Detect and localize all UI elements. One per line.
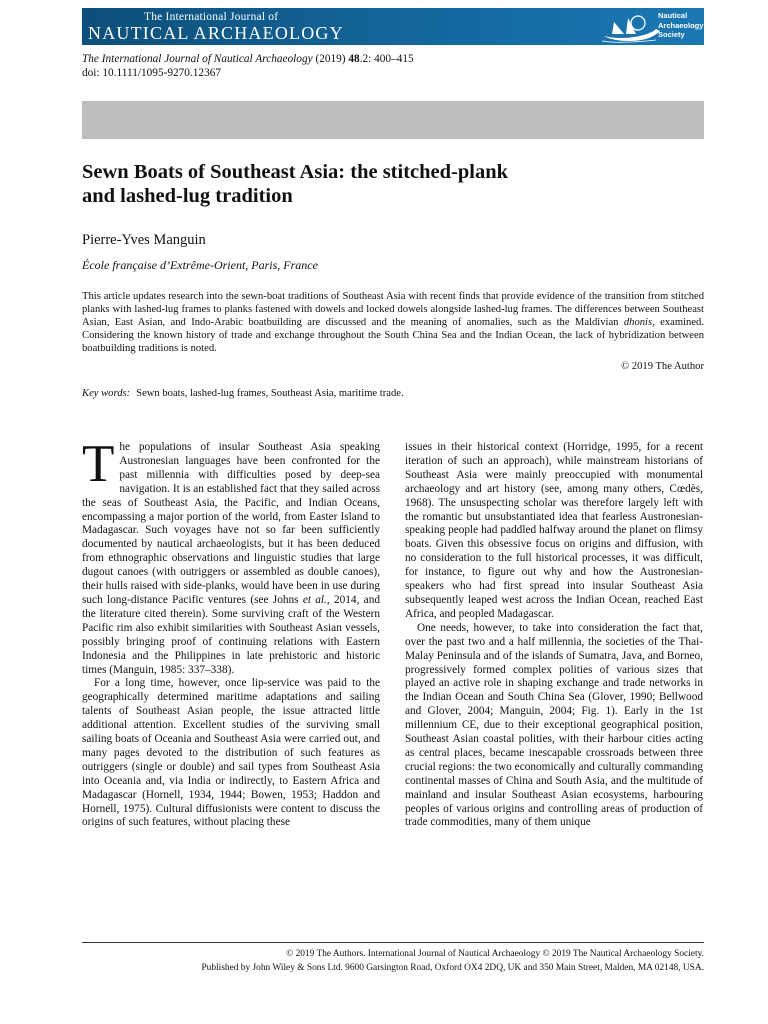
keywords-list: Sewn boats, lashed-lug frames, Southeast Asia, maritime trade. (136, 388, 404, 399)
article-title: Sewn Boats of Southeast Asia: the stitched-plank and lashed-lug tradition (82, 161, 508, 207)
citation-issue-pages: .2: 400–415 (359, 53, 414, 65)
journal-banner (82, 8, 704, 45)
body-paragraph: issues in their historical context (Horridge, 1995, for a recent iteration of such an approach), while mainstream historians of Southeast Asia were mainly preoccupied with monumental archaeology and art history (see, among many others, Cœdès, 1968). The unsuspecting scholar was therefore largely left with the romantic but unsubstantiated idea that fearless Austronesian-speaking people had paddled halfway around the planet on flimsy boats. Given this obsessive focus on origins and diffusion, with no consideration to the full historical processes, it was difficult, for instance, to figure out why and how the Austronesian-speakers who had first spread into insular Southeast Asia subsequently leaped west across the Indian Ocean, reached East Africa, and peopled Madagascar. (405, 441, 703, 620)
body-paragraph: The populations of insular Southeast Asia speaking Austronesian languages have been confronted for the past millennia with difficulties posed by deep-sea navigation. It is an established fact that they sailed across the seas of Southeast Asia, the Pacific, and Indian Oceans, encompassing a major portion of the world, from Easter Island to Madagascar. Such voyages have not so far been sufficiently documented by nautical archaeologists, but it has been deduced from ethnographic observations and linguistic studies that large dugout canoes (with outriggers or assembled as double canoes), their hulls raised with side-planks, would have been in use during such long-distance Pacific ventures (see Johns et al., 2014, and the literature cited therein). Some surviving craft of the Western Pacific rim also exhibit similarities with Southeast Asian vessels, possibly bringing proof of continuing relations with Eastern Indonesia and the Philippines in late prehistoric and historic times (Manguin, 1985: 337–338). (82, 435, 380, 676)
footer-rule (82, 942, 704, 943)
body-paragraph: For a long time, however, once lip-service was paid to the geographically determined maritime adaptations and sailing talents of Southeast Asian people, the issue attracted little additional attention. Excellent studies of the surviving small sailing boats of Oceania and Southeast Asia were carried out, and many pages devoted to the distribution of such features as outriggers (single or double) and sail types from Southeast Asia into Oceania and, via India or indirectly, to Eastern Africa and Madagascar (Hornell, 1934, 1944; Bowen, 1953; Haddon and Hornell, 1975). Cultural diffusionists were content to discuss the origins of such features, without placing these (82, 677, 380, 829)
citation-journal: The International Journal of Nautical Archaeology (82, 53, 313, 65)
footer-publisher: Published by John Wiley & Sons Ltd. 9600 Garsington Road, Oxford OX4 2DQ, UK and 350 Main Street, Malden, MA 02148, USA. (201, 963, 704, 973)
footer (82, 947, 704, 975)
drop-cap: T (82, 435, 115, 493)
journal-name-large: NAUTICAL ARCHAEOLOGY (88, 23, 344, 43)
keywords (82, 388, 404, 399)
citation-doi: doi: 10.1111/1095-9270.12367 (82, 66, 222, 79)
author-affiliation: École française d’Extrême-Orient, Paris, France (82, 258, 318, 272)
body-paragraph: One needs, however, to take into consideration the fact that, over the past two and a half millennia, the societies of the Thai-Malay Peninsula and of the islands of Sumatra, Java, and Borneo, progressively formed complex polities of various sizes that played an active role in shaping exchange and trade networks in the Indian Ocean and South China Sea (Glover, 1990; Bellwood and Glover, 2004; Manguin, 2004; Fig. 1). Early in the 1st millennium CE, due to their exceptional geographical position, Southeast Asian coastal polities, with their harbour cities acting as central places, became inescapable crossroads between three crucial regions: the two economically and culturally commanding continental masses of China and South Asia, and the multitude of mainland and insular Southeast Asian ecosystems, harbouring peoples of various origins and controlling areas of production of trade commodities, many of them unique (405, 621, 703, 829)
journal-name-small: The International Journal of (144, 11, 279, 23)
citation-year: (2019) (315, 53, 346, 65)
footer-copyright: © 2019 The Authors. International Journal of Nautical Archaeology © 2019 The Nautical Archaeology Society. (286, 949, 704, 959)
copyright-notice: © 2019 The Author (621, 361, 704, 372)
keywords-label: Key words: (82, 388, 131, 399)
citation-volume: 48 (348, 53, 360, 65)
author-name: Pierre-Yves Manguin (82, 232, 206, 248)
body-column-left (82, 435, 380, 830)
society-name: Nautical Archaeology Society (658, 11, 704, 39)
abstract: This article updates research into the sewn-boat traditions of Southeast Asia with recent finds that provide evidence of the transition from stitched planks with lashed-lug frames to planks fastened with dowels and locked dowels alongside lashed-lug frames. The differences between Southeast Asian, East Asian, and Indo-Arabic boatbuilding are discussed and the meaning of anomalies, such as the Maldivian dhonis, examined. Considering the known history of trade and exchange throughout the South China Sea and the Indian Ocean, the lack of hybridization between boatbuilding traditions is noted. (82, 291, 704, 355)
header-bar (82, 101, 704, 139)
body-column-right (405, 441, 703, 830)
citation (82, 53, 414, 80)
